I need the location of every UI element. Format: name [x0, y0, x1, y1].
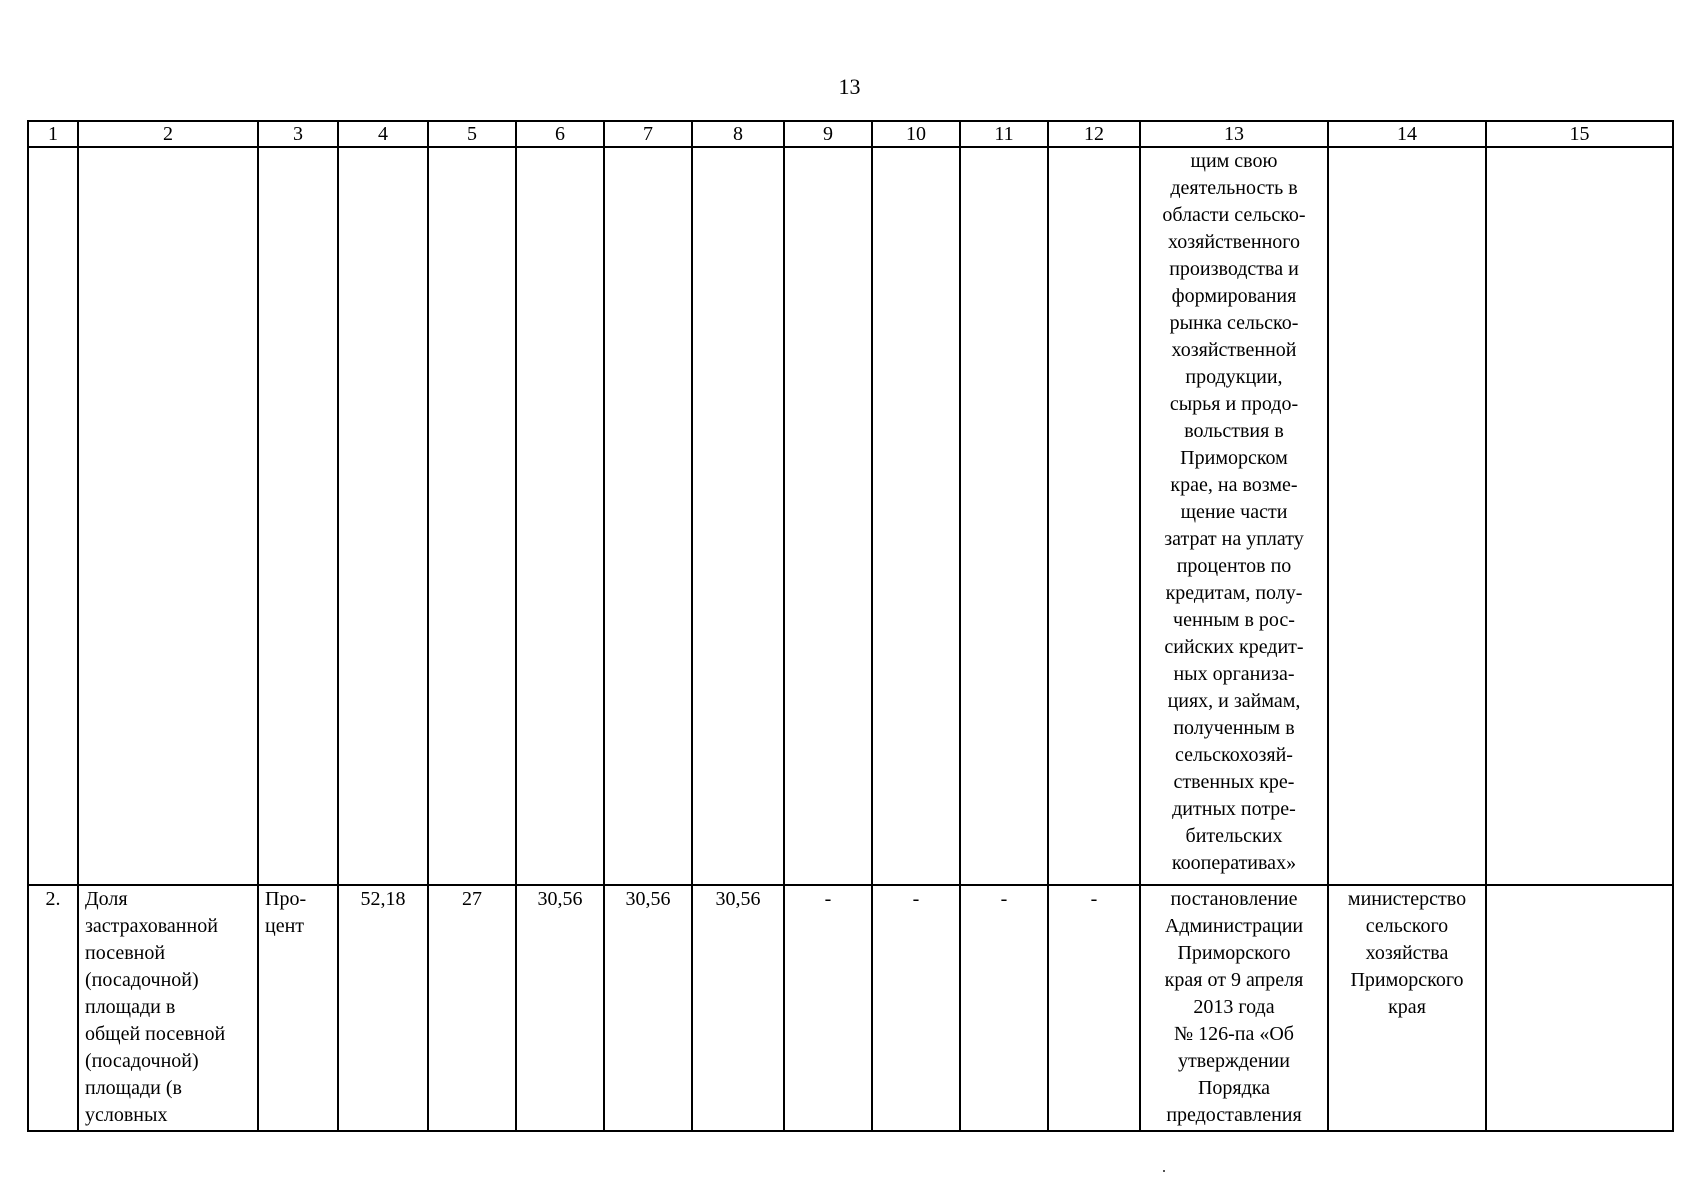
table-cell [78, 147, 258, 885]
header-cell: 13 [1140, 121, 1328, 147]
legal-basis-continuation: щим свою деятельность в области сельско- хозяйственного производства и формирования рынка сельско- хозяйственной продукции, сырья и продо- вольствия в Приморском крае, на возме- щение части затрат на уплату процентов по кредитам, полу- ченным в рос- сийских кредит- ных организа- циях, и займам, полученным в сельскохозяй- ственных кре- дитных потре- бительских кооперативах» [1140, 147, 1328, 885]
responsible-executor: министерство сельского хозяйства Приморского края [1328, 885, 1486, 1131]
header-cell: 8 [692, 121, 784, 147]
table-cell [28, 147, 78, 885]
header-cell: 11 [960, 121, 1048, 147]
value-cell: - [872, 885, 960, 1131]
table-cell [1048, 147, 1140, 885]
value-cell: - [1048, 885, 1140, 1131]
value-cell: 30,56 [604, 885, 692, 1131]
table-cell [692, 147, 784, 885]
table-cell [338, 147, 428, 885]
notes-cell [1486, 885, 1673, 1131]
table-row-continuation [28, 147, 1673, 885]
indicator-name: Доля застрахованной посевной (посадочной) площади в общей посевной (посадочной) площади (в условных [78, 885, 258, 1131]
header-cell: 2 [78, 121, 258, 147]
value-cell: 30,56 [692, 885, 784, 1131]
table-cell [872, 147, 960, 885]
value-cell: 27 [428, 885, 516, 1131]
scan-speck [1163, 1170, 1165, 1172]
header-cell: 1 [28, 121, 78, 147]
table-cell [428, 147, 516, 885]
header-cell: 6 [516, 121, 604, 147]
unit-of-measure: Про- цент [258, 885, 338, 1131]
table-cell [258, 147, 338, 885]
header-cell: 12 [1048, 121, 1140, 147]
table-cell [1486, 147, 1673, 885]
value-cell: 52,18 [338, 885, 428, 1131]
value-cell: - [960, 885, 1048, 1131]
header-cell: 5 [428, 121, 516, 147]
table-cell [1328, 147, 1486, 885]
indicators-table [27, 120, 1674, 1132]
header-cell: 14 [1328, 121, 1486, 147]
header-cell: 9 [784, 121, 872, 147]
row-number: 2. [28, 885, 78, 1131]
value-cell: - [784, 885, 872, 1131]
page-number: 13 [838, 74, 861, 99]
table-cell [784, 147, 872, 885]
header-cell: 4 [338, 121, 428, 147]
table-row [28, 885, 1673, 1131]
legal-basis: постановление Администрации Приморского края от 9 апреля 2013 года № 126-па «Об утверждении Порядка предоставления [1140, 885, 1328, 1131]
header-cell: 7 [604, 121, 692, 147]
header-cell: 3 [258, 121, 338, 147]
header-cell: 10 [872, 121, 960, 147]
table-cell [960, 147, 1048, 885]
table-header-row [28, 121, 1673, 147]
table-cell [516, 147, 604, 885]
table-cell [604, 147, 692, 885]
value-cell: 30,56 [516, 885, 604, 1131]
header-cell: 15 [1486, 121, 1673, 147]
